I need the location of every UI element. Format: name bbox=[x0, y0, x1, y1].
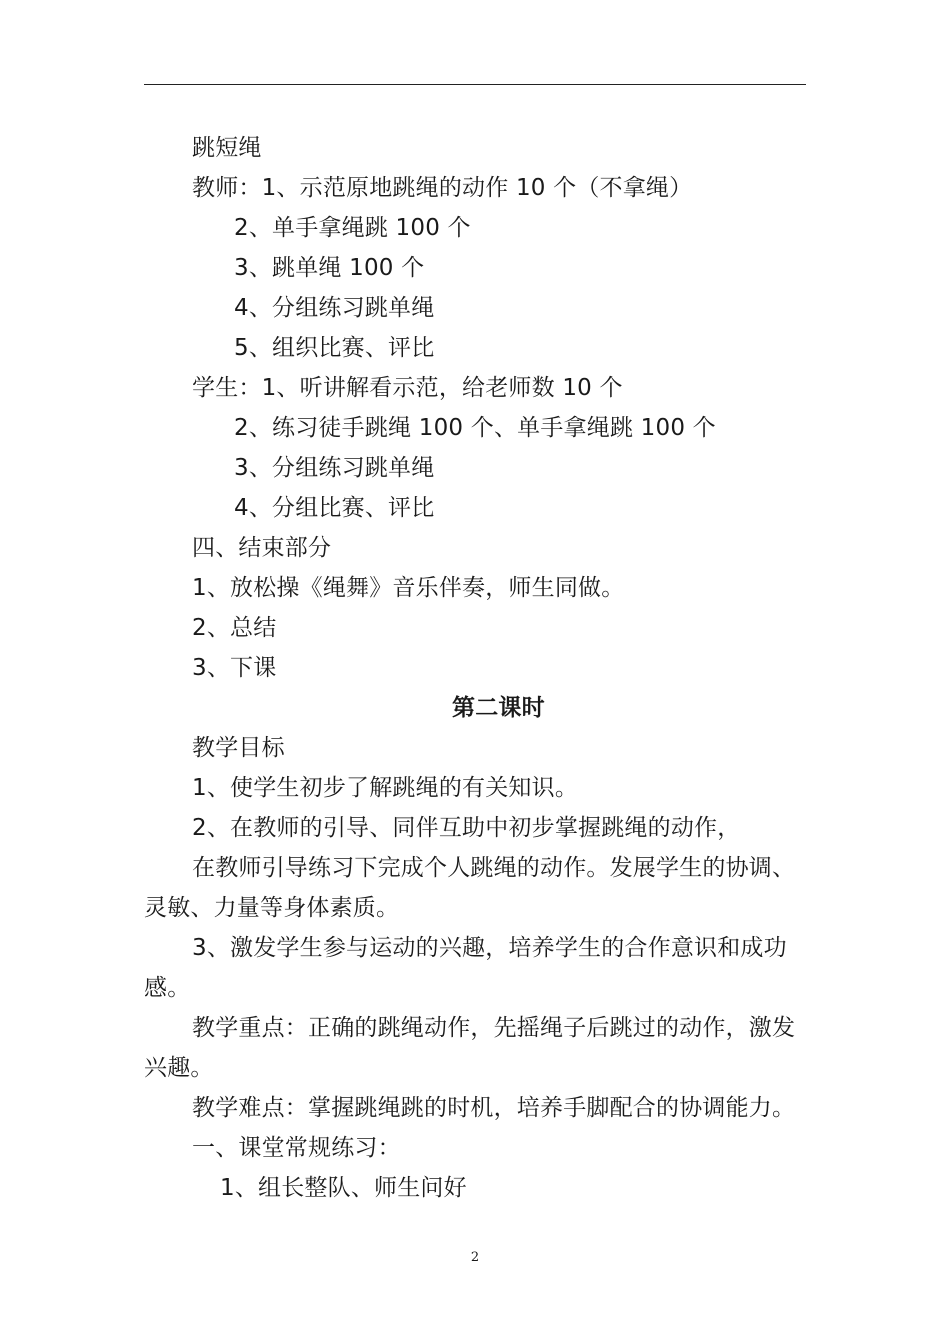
text-line: 在教师引导练习下完成个人跳绳的动作。发展学生的协调、 bbox=[192, 855, 796, 881]
text-line: 2、单手拿绳跳 100 个 bbox=[234, 215, 471, 241]
text-line: 2、总结 bbox=[192, 615, 277, 641]
text-line: 3、下课 bbox=[192, 655, 277, 681]
text-line: 教师：1、示范原地跳绳的动作 10 个（不拿绳） bbox=[192, 175, 693, 201]
text-line: 感。 bbox=[144, 975, 191, 1001]
section-heading: 四、结束部分 bbox=[192, 535, 332, 561]
text-line: 学生：1、听讲解看示范，给老师数 10 个 bbox=[192, 375, 623, 401]
text-line: 1、使学生初步了解跳绳的有关知识。 bbox=[192, 775, 579, 801]
text-line: 3、激发学生参与运动的兴趣，培养学生的合作意识和成功 bbox=[192, 935, 787, 961]
text-line: 4、分组比赛、评比 bbox=[234, 495, 435, 521]
text-line: 3、跳单绳 100 个 bbox=[234, 255, 425, 281]
page-number: 2 bbox=[470, 1250, 480, 1265]
text-line: 1、组长整队、师生问好 bbox=[220, 1175, 467, 1201]
text-line: 跳短绳 bbox=[192, 135, 262, 161]
text-line: 教学难点：掌握跳绳跳的时机，培养手脚配合的协调能力。 bbox=[192, 1095, 796, 1121]
text-line: 4、分组练习跳单绳 bbox=[234, 295, 435, 321]
text-line: 2、练习徒手跳绳 100 个、单手拿绳跳 100 个 bbox=[234, 415, 716, 441]
header-rule bbox=[144, 84, 806, 85]
text-line: 教学重点：正确的跳绳动作，先摇绳子后跳过的动作，激发 bbox=[192, 1015, 796, 1041]
text-line: 3、分组练习跳单绳 bbox=[234, 455, 435, 481]
text-line: 兴趣。 bbox=[144, 1055, 214, 1081]
text-line: 1、放松操《绳舞》音乐伴奏，师生同做。 bbox=[192, 575, 625, 601]
text-line: 灵敏、力量等身体素质。 bbox=[144, 895, 400, 921]
lesson-title: 第二课时 bbox=[452, 695, 545, 721]
text-line: 5、组织比赛、评比 bbox=[234, 335, 435, 361]
section-heading: 教学目标 bbox=[192, 735, 285, 761]
section-heading: 一、课堂常规练习： bbox=[192, 1135, 401, 1161]
text-line: 2、在教师的引导、同伴互助中初步掌握跳绳的动作， bbox=[192, 815, 741, 841]
